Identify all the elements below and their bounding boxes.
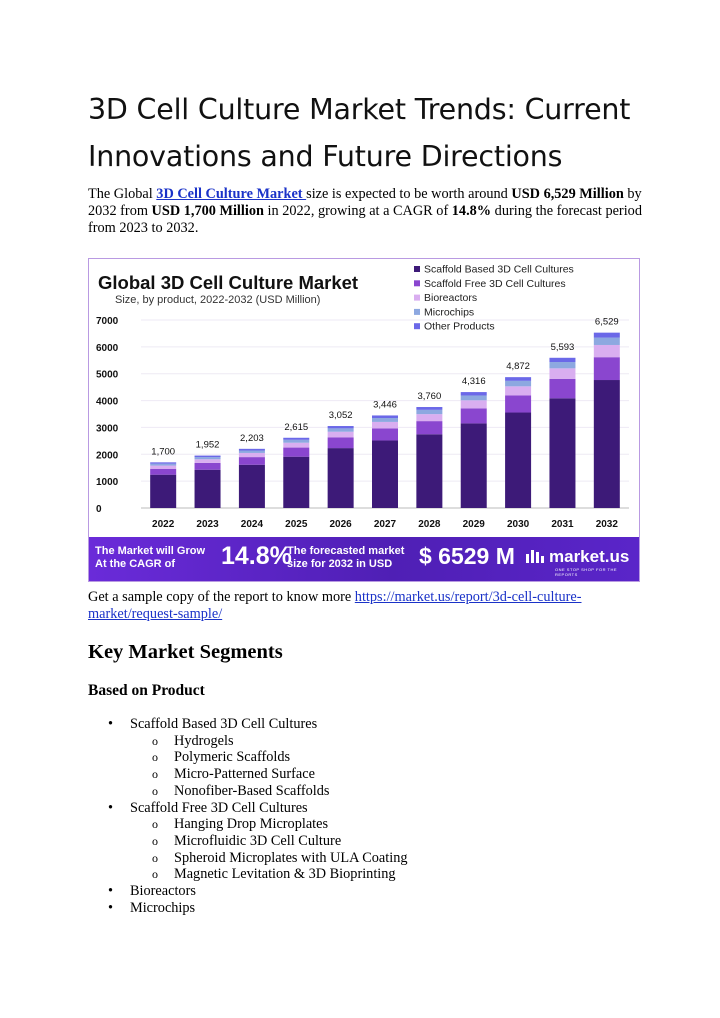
bar-segment — [150, 475, 176, 508]
bar-segment — [505, 381, 531, 387]
sub-segment-label: Nonofiber-Based Scaffolds — [174, 782, 330, 799]
bar-segment — [416, 414, 442, 421]
segment-label: Scaffold Based 3D Cell Cultures — [130, 716, 318, 732]
x-tick-label: 2028 — [418, 519, 441, 530]
bar-segment — [239, 465, 265, 508]
sub-segment-label: Hanging Drop Microplates — [174, 816, 329, 833]
y-tick-label: 6000 — [96, 342, 119, 354]
sub-segment-item — [130, 833, 648, 850]
bar-segment — [328, 426, 354, 428]
intro-text: size is expected to be worth around — [306, 186, 512, 202]
bar-segment — [461, 423, 487, 508]
legend-swatch — [414, 280, 420, 286]
sub-segment-label: Spheroid Microplates with ULA Coating — [174, 849, 408, 866]
sub-segment-label: Micro-Patterned Surface — [174, 766, 315, 783]
x-tick-label: 2032 — [595, 519, 618, 530]
bar-segment — [195, 463, 221, 470]
bar-segment — [195, 470, 221, 508]
bar-segment — [461, 395, 487, 400]
bar-segment — [283, 440, 309, 443]
circle-bullet-icon: o — [152, 733, 158, 748]
bar-segment — [150, 469, 176, 475]
sub-segment-list — [130, 733, 648, 800]
bar-segment — [549, 358, 575, 362]
legend-label: Microchips — [424, 306, 475, 319]
bar-total-label: 1,700 — [151, 446, 176, 458]
bar-total-label: 1,952 — [195, 439, 220, 451]
legend-swatch — [414, 309, 420, 315]
sub-segment-list — [130, 816, 648, 883]
bar-segment — [195, 459, 221, 463]
legend-swatch — [414, 295, 420, 301]
sample-paragraph — [88, 589, 648, 623]
bar-segment — [549, 368, 575, 378]
chart-svg — [89, 259, 639, 537]
circle-bullet-icon: o — [152, 833, 158, 848]
bar-segment — [594, 357, 620, 380]
legend-label: Scaffold Based 3D Cell Cultures — [424, 263, 574, 276]
y-tick-label: 0 — [96, 504, 102, 515]
y-tick-label: 3000 — [96, 423, 119, 435]
x-tick-label: 2026 — [329, 519, 352, 530]
banner-cagr-value: 14.8% — [221, 542, 292, 570]
sub-segment-item — [130, 783, 648, 800]
bar-segment — [594, 345, 620, 357]
bar-segment — [594, 380, 620, 508]
market-link[interactable]: 3D Cell Culture Market — [156, 186, 307, 202]
bar-segment — [594, 333, 620, 338]
bar-segment — [150, 464, 176, 466]
sub-segment-label: Hydrogels — [174, 732, 234, 749]
segment-label: Microchips — [130, 899, 196, 916]
x-tick-label: 2027 — [373, 519, 397, 530]
x-tick-label: 2023 — [196, 519, 219, 530]
bar-total-label: 6,529 — [594, 316, 619, 328]
bar-segment — [461, 408, 487, 423]
bar-total-label: 2,203 — [240, 432, 264, 444]
bar-segment — [549, 398, 575, 508]
bar-segment — [328, 438, 354, 449]
banner-forecast-text: The forecasted market size for 2032 in USD — [287, 545, 405, 570]
intro-text: in 2022, growing at a CAGR of — [263, 203, 452, 219]
bar-segment — [328, 428, 354, 431]
sub-segment-label: Magnetic Levitation & 3D Bioprinting — [174, 866, 396, 883]
y-tick-label: 1000 — [96, 477, 119, 489]
circle-bullet-icon: o — [152, 867, 158, 882]
bullet-icon: • — [108, 799, 114, 816]
sub-segment-item — [130, 816, 648, 833]
bar-segment — [150, 462, 176, 463]
sub-heading: Based on Product — [88, 682, 205, 699]
bar-segment — [283, 438, 309, 440]
sub-segment-item — [130, 749, 648, 766]
circle-bullet-icon: o — [152, 750, 158, 765]
bar-segment — [372, 440, 398, 508]
segment-label: Scaffold Free 3D Cell Cultures — [130, 799, 308, 816]
chart-banner — [89, 537, 639, 581]
bar-total-label: 2,615 — [284, 421, 309, 433]
bar-segment — [416, 421, 442, 434]
intro-text: by 2032 from — [88, 186, 642, 219]
bar-segment — [461, 400, 487, 408]
segment-label: Bioreactors — [130, 883, 196, 900]
bar-segment — [416, 434, 442, 508]
bar-total-label: 3,760 — [417, 391, 442, 403]
bar-segment — [328, 448, 354, 508]
sample-text: Get a sample copy of the report to know more — [88, 589, 355, 605]
bar-total-label: 4,872 — [506, 361, 530, 373]
intro-bold-2022: USD 1,700 Million — [151, 203, 264, 219]
x-tick-label: 2031 — [551, 519, 574, 530]
market-chart — [88, 258, 640, 582]
x-tick-label: 2030 — [506, 519, 530, 530]
sub-segment-label: Polymeric Scaffolds — [174, 749, 291, 766]
chart-subtitle: Size, by product, 2022-2032 (USD Million) — [115, 294, 321, 306]
bar-segment — [195, 456, 221, 458]
y-tick-label: 2000 — [96, 450, 119, 462]
bar-segment — [372, 418, 398, 422]
sub-segment-item — [130, 850, 648, 867]
sub-segment-item — [130, 766, 648, 783]
bar-segment — [505, 395, 531, 412]
bar-total-label: 3,446 — [373, 399, 397, 411]
sub-segment-item — [130, 866, 648, 883]
bar-segment — [416, 410, 442, 414]
intro-text: The Global — [88, 186, 157, 202]
y-tick-label: 5000 — [96, 369, 119, 381]
bar-segment — [239, 449, 265, 451]
segment-item — [88, 883, 648, 900]
bar-segment — [283, 448, 309, 457]
sub-segment-item — [130, 733, 648, 750]
bar-total-label: 5,593 — [550, 341, 575, 353]
x-tick-label: 2029 — [462, 519, 485, 530]
section-heading: Key Market Segments — [88, 641, 283, 663]
sub-segment-label: Microfluidic 3D Cell Culture — [174, 832, 342, 849]
bar-segment — [239, 453, 265, 457]
bar-segment — [461, 392, 487, 395]
y-tick-label: 4000 — [96, 396, 119, 408]
bar-total-label: 3,052 — [328, 410, 353, 422]
bar-segment — [594, 338, 620, 345]
circle-bullet-icon: o — [152, 850, 158, 865]
x-tick-label: 2022 — [152, 519, 175, 530]
page-title: 3D Cell Culture Market Trends: Current Innovations and Future Directions — [88, 93, 631, 173]
legend-swatch — [414, 266, 420, 272]
bar-segment — [549, 362, 575, 368]
market-us-logo-icon — [525, 548, 545, 564]
circle-bullet-icon: o — [152, 783, 158, 798]
y-tick-label: 7000 — [96, 316, 119, 327]
circle-bullet-icon: o — [152, 817, 158, 832]
chart-title: Global 3D Cell Culture Market — [98, 272, 359, 293]
circle-bullet-icon: o — [152, 767, 158, 782]
bar-segment — [372, 422, 398, 428]
market-us-logo — [525, 547, 629, 567]
bullet-icon: • — [108, 883, 114, 900]
bar-segment — [328, 432, 354, 438]
bar-segment — [372, 415, 398, 418]
intro-text: during the forecast period from 2023 to 2032. — [88, 203, 642, 236]
bar-segment — [372, 428, 398, 440]
banner-forecast-value: $ 6529 M — [419, 543, 515, 569]
bar-segment — [150, 466, 176, 469]
bar-segment — [505, 377, 531, 381]
bar-segment — [549, 379, 575, 398]
segment-item — [88, 800, 648, 884]
bar-segment — [239, 451, 265, 453]
intro-bold-cagr: 14.8% — [451, 203, 492, 219]
banner-tagline: ONE STOP SHOP FOR THE REPORTS — [555, 567, 617, 577]
intro-bold-2032: USD 6,529 Million — [511, 186, 624, 202]
market-us-logo-text: market.us — [549, 547, 630, 566]
x-tick-label: 2025 — [285, 519, 308, 530]
legend-swatch — [414, 323, 420, 329]
segment-item — [88, 900, 648, 917]
segment-list — [88, 716, 648, 916]
segment-item — [88, 716, 648, 800]
bullet-icon: • — [108, 716, 114, 732]
bar-segment — [505, 386, 531, 395]
legend-label: Other Products — [424, 320, 495, 333]
bar-segment — [416, 407, 442, 410]
legend-label: Scaffold Free 3D Cell Cultures — [424, 277, 566, 290]
bar-segment — [195, 457, 221, 459]
banner-cagr-text: The Market will Grow At the CAGR of — [95, 545, 206, 570]
bar-total-label: 4,316 — [461, 376, 486, 388]
bar-segment — [283, 457, 309, 508]
sample-link[interactable]: https://market.us/report/3d-cell-culture-market/request-sample/ — [88, 589, 582, 622]
bullet-icon: • — [108, 899, 114, 916]
bar-segment — [505, 413, 531, 508]
intro-paragraph — [88, 186, 648, 237]
legend-label: Bioreactors — [424, 292, 478, 305]
bar-segment — [283, 443, 309, 448]
x-tick-label: 2024 — [240, 519, 264, 530]
bar-segment — [239, 457, 265, 465]
